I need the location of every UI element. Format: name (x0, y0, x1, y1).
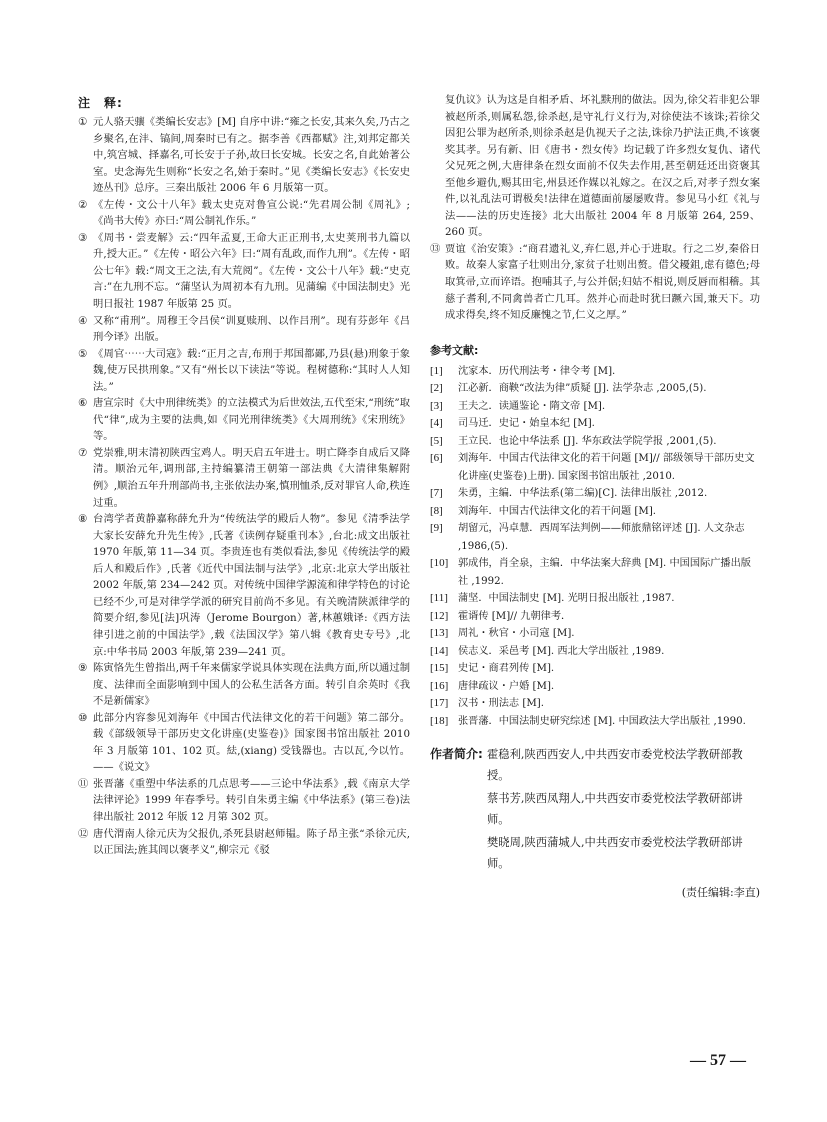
reference-item (430, 608, 760, 626)
note-number: ④ (78, 314, 88, 327)
reference-item (430, 625, 760, 643)
reference-item (430, 520, 760, 555)
reference-text: 郭成伟，肖全泉，主编．中华法案大辞典 [M]. 中国国际广播出版社 ,1992. (458, 558, 751, 587)
reference-number: [4] (430, 417, 443, 430)
note-text: 《左传・文公十八年》载太史克对鲁宣公说:“先君周公制《周礼》;《尚书大传》亦曰:“周公制礼作乐。” (93, 198, 410, 228)
note-12-continuation: 复仇议》认为这是自相矛盾、坏礼黩刑的做法。因为,徐父若非犯公罪被赵所杀,则属私怨,徐杀赵,是守礼行义行为,对徐使法不该诛;若徐父因犯公罪为赵所杀,则徐杀赵是仇视天子之法,诛徐乃护法正典,不该褒奖其孝。另有新、旧《唐书・烈女传》均记载了许多烈女复仇、诸代父兄死之例,大唐律条在烈女面前不仅失去作用,甚至朝廷还出资褒其至他乡避仇,赐其田宅,州县还作媒以礼嫁之。在汉之后,对孝子烈女案件,以礼乱法可谓极矣!法律在道德面前屡屡败背。参见马小红《礼与法——法的历史连接》北大出版社 2004 年 8 月版第 264, 259、260 页。 (445, 94, 760, 239)
note-number: ⑬ (430, 242, 441, 255)
reference-number: [17] (430, 697, 449, 710)
reference-number: [13] (430, 627, 449, 640)
reference-text: 蒲坚．中国法制史 [M]. 光明日报出版社 ,1987. (458, 593, 675, 605)
reference-text: 唐律疏议・户婚 [M]. (458, 680, 555, 692)
author-entry: 蔡书芳,陕西凤翔人,中共西安市委党校法学教研部讲师。 (487, 792, 743, 827)
references-heading: 参考文献: (430, 343, 479, 357)
reference-number: [5] (430, 434, 443, 447)
note-item (78, 445, 410, 511)
reference-text: 侯志义．采邑考 [M]. 西北大学出版社 ,1989. (458, 645, 665, 657)
reference-item (430, 643, 760, 661)
reference-text: 胡留元，冯卓慧．西周军法判例——师旅鼎铭评述 [J]. 人文杂志 ,1986,(5). (458, 523, 745, 552)
reference-text: 江必新．商鞅“改法为律”质疑 [J]. 法学杂志 ,2005,(5). (458, 383, 707, 395)
author-entry: 霍稳利,陕西西安人,中共西安市委党校法学教研部教授。 (487, 748, 743, 783)
reference-number: [10] (430, 557, 449, 570)
reference-item (430, 590, 760, 608)
reference-item (430, 555, 760, 590)
note-text: 陈寅恪先生曾指出,两千年来儒家学说具体实现在法典方面,所以通过制度、法律而全面影响到中国人的公私生活各方面。转引自余英时《我不是新儒家》 (93, 662, 410, 708)
note-text: 元人骆天骧《类编长安志》[M] 自序中讲:“雍之长安,其来久矣,乃古之乡聚名,在沣、镐间,周秦时已有之。据李善《西都赋》注,刘邦定都关中,筑宫城、择嘉名,可长安于子孙,故曰长安城。长安之名,自此始著公室。史念海先生则称“长安之名,始于秦时。”见《类编长安志》《长安史迹丛刊》总序。三秦出版社 2006 年 6 月版第一页。 (93, 116, 410, 195)
reference-text: 沈家本．历代刑法考・律令考 [M]. (458, 365, 616, 377)
reference-item (430, 415, 760, 433)
note-number: ① (78, 116, 88, 128)
note-item (78, 197, 410, 230)
reference-text: 司马迁．史记・始皇本纪 [M]. (458, 418, 595, 430)
reference-number: [1] (430, 364, 443, 377)
note-item (78, 346, 410, 396)
reference-number: [11] (430, 592, 448, 605)
reference-number: [8] (430, 504, 443, 517)
note-item (78, 660, 410, 710)
note-number: ⑪ (78, 777, 89, 790)
notes-column-right (430, 92, 760, 900)
reference-number: [7] (430, 487, 443, 500)
reference-number: [14] (430, 644, 449, 657)
reference-item (430, 433, 760, 451)
reference-item (430, 485, 760, 503)
note-item (78, 776, 410, 826)
reference-item (430, 713, 760, 731)
note-number: ⑫ (78, 827, 89, 840)
reference-number: [2] (430, 382, 443, 395)
note-text: 此部分内容参见刘海年《中国古代法律文化的若干问题》第二部分。载《部级领导干部历史文化讲座(史鉴卷)》国家图书馆出版社 2010 年 3 月版第 101、102 页。紶,(xiang) 受钱器也。古以瓦,今以竹。——《说文》 (93, 711, 410, 774)
reference-item (430, 398, 760, 416)
author-bio (430, 744, 760, 876)
note-number: ③ (78, 231, 88, 244)
author-bio-label: 作者简介: (430, 747, 483, 762)
reference-number: [15] (430, 662, 449, 675)
notes-list (78, 114, 410, 859)
note-text: 又称“甫刑”。周穆王令吕侯“训夏赎刑、以作吕刑”。现有芬彭年《吕刑今译》出版。 (93, 314, 410, 344)
reference-text: 王夫之．读通鉴论・隋文帝 [M]. (458, 400, 606, 412)
reference-item (430, 503, 760, 521)
page-number: — 57 — (690, 1052, 746, 1069)
reference-number: [12] (430, 609, 449, 622)
reference-item (430, 450, 760, 485)
note-number: ② (78, 198, 88, 211)
note-text: 台湾学者黄静嘉称薛允升为“传统法学的殿后人物”。参见《清季法学大家长安薛允升先生传》,氏著《读例存疑重刊本》,台北:成文出版社 1970 年版,第 11—34 页。李贵连也有类似看法,参见《传统法学的殿后人和殿后作》,氏著《近代中国法制与法学》,北京:北京大学出版社 2002 年版,第 234—242 页。对传统中国律学源流和律学特色的讨论已经不少,可是对律学学派的研究目前尚不多见。有关晚清陕派律学的简要介绍,参见[法]巩涛（Jerome Bourgon）著,林蕙娥译:《西方法律引进之前的中国法学》,载《法国汉学》第八辑《教育史专号》,北京:中华书局 2003 年版,第 239—241 页。 (93, 513, 410, 658)
reference-number: [16] (430, 679, 449, 692)
reference-item (430, 678, 760, 696)
reference-text: 朱勇，主编．中华法系(第二编)[C]. 法律出版社 ,2012. (458, 488, 708, 500)
reference-text: 张晋藩．中国法制史研究综述 [M]. 中国政法大学出版社 ,1990. (458, 715, 746, 727)
note-item (78, 511, 410, 660)
note-number: ⑥ (78, 397, 88, 410)
note-number: ⑦ (78, 446, 88, 459)
note-text: 《周官⋯⋯大司寇》载:“正月之吉,布刑于邦国都鄙,乃县(悬)刑象于象魏,使万民拱刑象。”又有“州长以下读法”等说。程树德称:“其时人人知法。” (93, 347, 410, 393)
reference-text: 汉书・刑法志 [M]. (458, 698, 544, 710)
note-item (78, 710, 410, 776)
responsible-editor: (责任编辑:李直) (681, 886, 760, 900)
note-number: ⑧ (78, 513, 88, 526)
note-text: 唐宣宗时《大中刑律统类》的立法模式为后世效法,五代至宋,“刑统”取代“律”,成为主要的法典,如《同光刑律统类》《大周刑统》《宋刑统》等。 (93, 397, 410, 443)
note-item (78, 114, 410, 197)
note-text: 《周书・尝麦解》云:“四年孟夏,王命大正正刑书,太史荚刑书九篇以升,授大正。”《左传・昭公六年》曰:“周有乱政,而作九刑”。《左传・昭公七年》载:“周文王之法,有大荒阅”。《左传・文公十八年》载:“史克言:”在九刑不忘。“蒲坚认为周初本有九刑。见蒲编《中国法制史》光明日报社 1987 年版第 25 页。 (93, 231, 410, 311)
reference-text: 周礼・秋官・小司寇 [M]. (458, 628, 575, 640)
reference-text: 刘海年．中国古代法律文化的若干问题 [M]. (458, 505, 657, 517)
note-number: ⑨ (78, 662, 88, 675)
reference-text: 王立民．也论中华法系 [J]. 华东政法学院学报 ,2001,(5). (458, 435, 717, 447)
note-item (78, 395, 410, 445)
note-item (78, 230, 410, 313)
reference-item (430, 363, 760, 381)
note-item (78, 313, 410, 346)
reference-number: [9] (430, 522, 443, 535)
reference-number: [18] (430, 714, 449, 727)
reference-number: [3] (430, 399, 443, 412)
note-text: 张晋藩《重塑中华法系的几点思考——三论中华法系》,载《南京大学法律评论》1999 年春季号。转引自朱勇主编《中华法系》(第三卷)法律出版社 2012 年版 12 月第 302 页。 (93, 777, 410, 823)
reference-text: 史记・商君列传 [M]. (458, 663, 555, 675)
reference-text: 霍谞传 [M]// 九朝律考． (458, 610, 572, 622)
note-text: 唐代渭南人徐元庆为父报仇,杀死县尉赵师韫。陈子昂主张“杀徐元庆,以正国法;旌其闾以褒孝义”,柳宗元《驳 (93, 827, 410, 857)
notes-heading: 注 释: (78, 96, 123, 110)
reference-number: [6] (430, 452, 443, 465)
note-text: 贾谊《治安策》:“商君遗礼义,弃仁恩,并心于进取。行之二岁,秦俗日败。故秦人家富子壮则出分,家贫子壮则出赘。借父耰鉏,虑有德色;母取箕帚,立而谇语。抱哺其子,与公并倨;妇姑不相说,则反唇而相稽。其慈子耆利,不同禽兽者亡几耳。然并心而赴时犹曰蹶六国,兼天下。功成求得矣,终不知反廉愧之节,仁义之厚。” (445, 242, 760, 322)
author-entry: 樊晓周,陕西蒲城人,中共西安市委党校法学教研部讲师。 (487, 836, 743, 871)
reference-item (430, 695, 760, 713)
note-text: 党崇雅,明末清初陕西宝鸡人。明天启五年进士。明亡降李自成后又降清。顺治元年,调刑部,主持编纂清王朝第一部法典《大清律集解附例》,顺治五年升刑部尚书,主张依法办案,慎刑恤杀,反对罪官人命,秩连过重。 (93, 446, 410, 509)
reference-item (430, 660, 760, 678)
note-item (430, 241, 760, 324)
note-number: ⑩ (78, 711, 88, 724)
note-item (78, 826, 410, 859)
references-list (430, 363, 760, 731)
notes-column-left (78, 92, 410, 859)
note-number: ⑤ (78, 347, 88, 360)
author-entries (487, 744, 760, 876)
reference-text: 刘海年．中国古代法律文化的若干问题 [M]// 部级领导干部历史文化讲座(史鉴卷)上册). 国家图书馆出版社 ,2010. (458, 453, 755, 482)
reference-item (430, 380, 760, 398)
